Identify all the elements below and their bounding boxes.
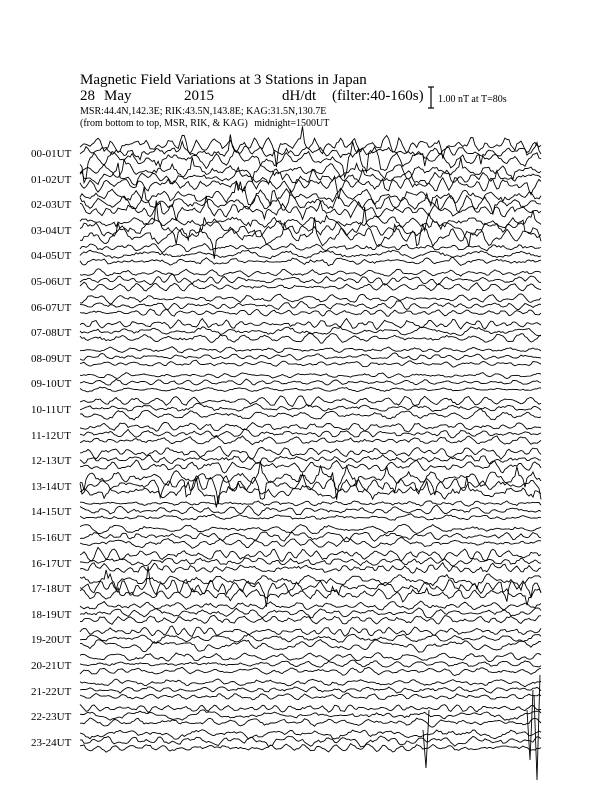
- hour-label: 03-04UT: [31, 224, 72, 237]
- hour-label: 07-08UT: [31, 327, 72, 340]
- trace-kag-20-21ut: [80, 653, 541, 662]
- hour-label: 23-24UT: [31, 736, 72, 749]
- hour-label: 21-22UT: [31, 685, 72, 698]
- hour-label: 11-12UT: [31, 429, 71, 442]
- hour-label: 19-20UT: [31, 634, 72, 647]
- trace-rik-21-22ut: [80, 687, 541, 693]
- hour-label: 13-14UT: [31, 480, 72, 493]
- trace-rik-11-12ut: [80, 429, 541, 438]
- trace-rik-08-09ut: [80, 353, 541, 360]
- trace-kag-05-06ut: [80, 269, 541, 277]
- trace-rik-04-05ut: [80, 250, 541, 258]
- trace-rik-14-15ut: [80, 505, 541, 515]
- hour-label: 08-09UT: [31, 352, 72, 365]
- trace-msr-13-14ut: [80, 477, 541, 508]
- hour-label: 10-11UT: [31, 404, 71, 416]
- hour-label: 18-19UT: [31, 608, 72, 621]
- trace-kag-10-11ut: [80, 396, 541, 407]
- trace-rik-05-06ut: [80, 274, 541, 285]
- trace-rik-00-01ut: [80, 135, 541, 167]
- trace-msr-22-23ut: [80, 718, 541, 727]
- trace-msr-17-18ut: [80, 587, 541, 606]
- trace-rik-10-11ut: [80, 403, 541, 411]
- stations-line: MSR:44.4N,142.3E; RIK:43.5N,143.8E; KAG:31.5N,130.7E: [80, 106, 327, 117]
- trace-kag-01-02ut: [80, 157, 541, 181]
- trace-msr-14-15ut: [80, 514, 541, 520]
- trace-kag-19-20ut: [80, 626, 541, 636]
- hour-label: 01-02UT: [31, 173, 72, 186]
- hour-label: 14-15UT: [31, 506, 72, 519]
- order-note: (from bottom to top, MSR, RIK, & KAG): [80, 118, 248, 129]
- hour-label: 02-03UT: [31, 199, 72, 212]
- trace-msr-11-12ut: [80, 436, 541, 445]
- trace-kag-03-04ut: [80, 210, 541, 230]
- trace-msr-08-09ut: [80, 360, 541, 367]
- trace-rik-06-07ut: [80, 301, 541, 310]
- spike-0: [423, 710, 429, 768]
- trace-kag-13-14ut: [80, 461, 541, 500]
- hour-label: 06-07UT: [31, 301, 72, 314]
- hour-label: 16-17UT: [31, 557, 72, 570]
- trace-msr-12-13ut: [80, 460, 541, 473]
- trace-msr-06-07ut: [80, 309, 541, 316]
- hour-label: 05-06UT: [31, 276, 72, 288]
- trace-kag-04-05ut: [80, 244, 541, 253]
- quantity-label: dH/dt: [282, 88, 317, 104]
- scale-bar-label: 1.00 nT at T=80s: [438, 94, 507, 105]
- hour-label: 17-18UT: [31, 583, 72, 596]
- hour-label: 04-05UT: [31, 250, 72, 263]
- spike-1: [534, 675, 540, 780]
- trace-rik-15-16ut: [80, 532, 541, 542]
- trace-rik-07-08ut: [80, 327, 541, 336]
- scale-bar: [428, 87, 434, 108]
- trace-kag-14-15ut: [80, 501, 541, 506]
- trace-kag-21-22ut: [80, 679, 541, 687]
- hour-label: 20-21UT: [31, 660, 72, 672]
- trace-msr-07-08ut: [80, 334, 541, 344]
- trace-kag-07-08ut: [80, 319, 541, 330]
- trace-msr-15-16ut: [80, 537, 541, 548]
- date-day: 28: [80, 88, 95, 104]
- trace-msr-19-20ut: [80, 640, 541, 653]
- trace-kag-08-09ut: [80, 347, 541, 353]
- midnight-note: midnight=1500UT: [254, 118, 330, 129]
- chart-title: Magnetic Field Variations at 3 Stations in Japan: [80, 72, 367, 88]
- trace-msr-21-22ut: [80, 693, 541, 700]
- trace-msr-09-10ut: [80, 387, 541, 392]
- filter-label: (filter:40-160s): [332, 88, 424, 104]
- trace-rik-01-02ut: [80, 163, 541, 185]
- trace-msr-23-24ut: [80, 744, 541, 753]
- trace-kag-00-01ut: [80, 126, 541, 166]
- trace-kag-11-12ut: [80, 423, 541, 433]
- trace-rik-03-04ut: [80, 200, 541, 246]
- trace-msr-18-19ut: [80, 615, 541, 624]
- trace-kag-22-23ut: [80, 704, 541, 712]
- trace-rik-16-17ut: [80, 558, 541, 567]
- trace-rik-20-21ut: [80, 660, 541, 667]
- trace-msr-10-11ut: [80, 409, 541, 420]
- hour-label: 15-16UT: [31, 532, 72, 544]
- trace-msr-20-21ut: [80, 667, 541, 675]
- trace-kag-15-16ut: [80, 524, 541, 533]
- trace-kag-09-10ut: [80, 373, 541, 379]
- trace-rik-19-20ut: [80, 634, 541, 643]
- hour-label: 00-01UT: [31, 148, 72, 160]
- trace-rik-09-10ut: [80, 379, 541, 385]
- trace-msr-02-03ut: [80, 196, 541, 221]
- hour-label: 12-13UT: [31, 455, 72, 468]
- hour-label: 22-23UT: [31, 711, 72, 724]
- trace-kag-06-07ut: [80, 294, 541, 304]
- date-year: 2015: [184, 88, 214, 104]
- hour-label: 09-10UT: [31, 378, 72, 391]
- trace-kag-18-19ut: [80, 601, 541, 610]
- date-month: May: [104, 88, 132, 104]
- trace-msr-04-05ut: [80, 257, 541, 266]
